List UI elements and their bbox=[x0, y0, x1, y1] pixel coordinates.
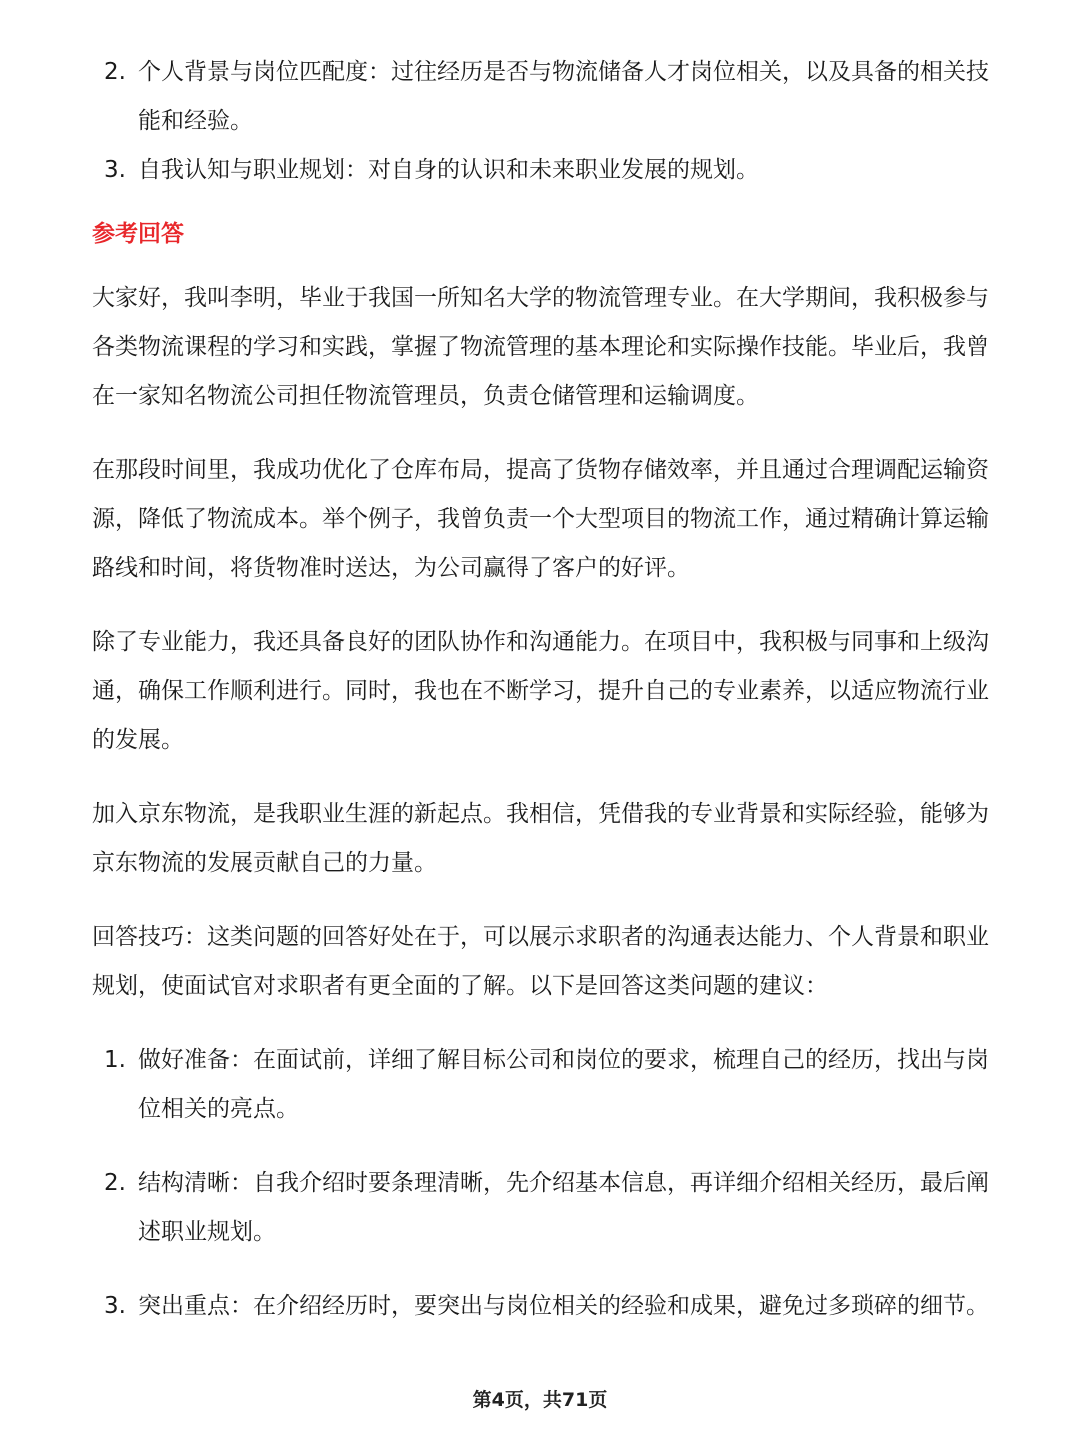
list-item-text: 个人背景与岗位匹配度：过往经历是否与物流储备人才岗位相关，以及具备的相关技能和经验。 bbox=[138, 59, 989, 134]
list-item-number: 3. bbox=[104, 157, 126, 183]
answer-paragraph: 除了专业能力，我还具备良好的团队协作和沟通能力。在项目中，我积极与同事和上级沟通，确保工作顺利进行。同时，我也在不断学习，提升自己的专业素养，以适应物流行业的发展。 bbox=[92, 629, 989, 753]
list-item-number: 1. bbox=[104, 1047, 126, 1073]
list-item-text: 做好准备：在面试前，详细了解目标公司和岗位的要求，梳理自己的经历，找出与岗位相关的亮点。 bbox=[138, 1047, 989, 1122]
list-item-text: 突出重点：在介绍经历时，要突出与岗位相关的经验和成果，避免过多琐碎的细节。 bbox=[138, 1293, 989, 1319]
answer-paragraph: 加入京东物流，是我职业生涯的新起点。我相信，凭借我的专业背景和实际经验，能够为京东物流的发展贡献自己的力量。 bbox=[92, 801, 989, 876]
page-content bbox=[92, 48, 992, 1356]
list-item-text: 自我认知与职业规划：对自身的认识和未来职业发展的规划。 bbox=[138, 157, 759, 183]
list-item-number: 2. bbox=[104, 1170, 126, 1196]
list-item bbox=[92, 48, 992, 146]
list-item bbox=[92, 1159, 992, 1257]
list-item bbox=[92, 1282, 992, 1331]
list-item-text: 结构清晰：自我介绍时要条理清晰，先介绍基本信息，再详细介绍相关经历，最后阐述职业规划。 bbox=[138, 1170, 989, 1245]
reference-answer-heading: 参考回答 bbox=[92, 221, 184, 247]
criteria-list bbox=[92, 48, 992, 195]
list-item-number: 3. bbox=[104, 1293, 126, 1319]
list-item-number: 2. bbox=[104, 59, 126, 85]
list-item bbox=[92, 1036, 992, 1134]
list-item bbox=[92, 146, 992, 195]
page-number-footer: 第4页，共71页 bbox=[472, 1389, 608, 1411]
answer-paragraph: 在那段时间里，我成功优化了仓库布局，提高了货物存储效率，并且通过合理调配运输资源，降低了物流成本。举个例子，我曾负责一个大型项目的物流工作，通过精确计算运输路线和时间，将货物准时送达，为公司赢得了客户的好评。 bbox=[92, 457, 989, 581]
answer-paragraph: 大家好，我叫李明，毕业于我国一所知名大学的物流管理专业。在大学期间，我积极参与各类物流课程的学习和实践，掌握了物流管理的基本理论和实际操作技能。毕业后，我曾在一家知名物流公司担任物流管理员，负责仓储管理和运输调度。 bbox=[92, 285, 989, 409]
tips-list bbox=[92, 1036, 992, 1331]
answer-tips-paragraph: 回答技巧：这类问题的回答好处在于，可以展示求职者的沟通表达能力、个人背景和职业规划，使面试官对求职者有更全面的了解。以下是回答这类问题的建议： bbox=[92, 924, 989, 999]
